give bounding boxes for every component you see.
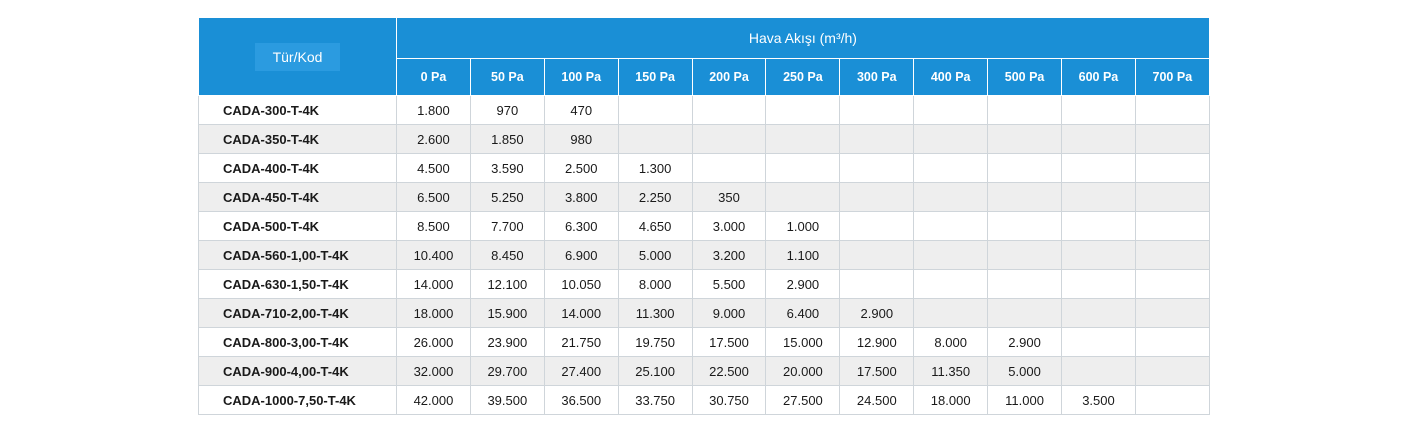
airflow-value-cell: 27.400	[544, 357, 618, 386]
pressure-header-cell: 700 Pa	[1135, 59, 1209, 96]
airflow-value-cell: 7.700	[470, 212, 544, 241]
pressure-header-cell: 200 Pa	[692, 59, 766, 96]
airflow-value-cell: 18.000	[397, 299, 471, 328]
airflow-value-cell	[840, 96, 914, 125]
model-code-cell: CADA-800-3,00-T-4K	[199, 328, 397, 357]
airflow-value-cell	[988, 96, 1062, 125]
table-row	[199, 154, 1210, 183]
airflow-value-cell	[1062, 357, 1136, 386]
airflow-value-cell: 39.500	[470, 386, 544, 415]
airflow-value-cell	[988, 183, 1062, 212]
model-code-cell: CADA-450-T-4K	[199, 183, 397, 212]
airflow-value-cell	[692, 154, 766, 183]
airflow-value-cell: 25.100	[618, 357, 692, 386]
airflow-value-cell: 15.000	[766, 328, 840, 357]
airflow-value-cell	[1062, 125, 1136, 154]
airflow-value-cell: 3.500	[1062, 386, 1136, 415]
airflow-value-cell: 2.600	[397, 125, 471, 154]
airflow-value-cell	[914, 270, 988, 299]
airflow-value-cell: 9.000	[692, 299, 766, 328]
airflow-value-cell: 980	[544, 125, 618, 154]
airflow-value-cell	[840, 183, 914, 212]
airflow-value-cell	[1135, 386, 1209, 415]
airflow-value-cell: 19.750	[618, 328, 692, 357]
airflow-value-cell: 33.750	[618, 386, 692, 415]
airflow-value-cell: 5.000	[988, 357, 1062, 386]
pressure-header-cell: 0 Pa	[397, 59, 471, 96]
airflow-value-cell	[1135, 183, 1209, 212]
airflow-value-cell	[1062, 241, 1136, 270]
model-code-cell: CADA-350-T-4K	[199, 125, 397, 154]
airflow-value-cell: 17.500	[840, 357, 914, 386]
airflow-value-cell: 15.900	[470, 299, 544, 328]
airflow-value-cell	[766, 183, 840, 212]
airflow-value-cell: 5.500	[692, 270, 766, 299]
airflow-value-cell: 32.000	[397, 357, 471, 386]
airflow-value-cell	[1135, 212, 1209, 241]
airflow-value-cell	[618, 125, 692, 154]
model-code-cell: CADA-1000-7,50-T-4K	[199, 386, 397, 415]
airflow-value-cell	[1135, 270, 1209, 299]
airflow-value-cell	[914, 96, 988, 125]
airflow-value-cell	[840, 212, 914, 241]
airflow-value-cell	[914, 154, 988, 183]
airflow-value-cell	[914, 299, 988, 328]
airflow-value-cell	[766, 125, 840, 154]
table-row	[199, 183, 1210, 212]
airflow-value-cell: 4.650	[618, 212, 692, 241]
airflow-value-cell: 12.900	[840, 328, 914, 357]
airflow-value-cell	[1062, 154, 1136, 183]
airflow-value-cell	[914, 183, 988, 212]
pressure-header-cell: 250 Pa	[766, 59, 840, 96]
airflow-value-cell: 2.900	[766, 270, 840, 299]
pressure-header-cell: 600 Pa	[1062, 59, 1136, 96]
header-row-group	[199, 18, 1210, 59]
airflow-group-header: Hava Akışı (m³/h)	[397, 18, 1210, 59]
model-code-cell: CADA-900-4,00-T-4K	[199, 357, 397, 386]
model-code-cell: CADA-560-1,00-T-4K	[199, 241, 397, 270]
pressure-header-cell: 400 Pa	[914, 59, 988, 96]
pressure-header-cell: 50 Pa	[470, 59, 544, 96]
airflow-value-cell	[1135, 241, 1209, 270]
table-row	[199, 96, 1210, 125]
airflow-value-cell: 1.850	[470, 125, 544, 154]
airflow-value-cell: 11.000	[988, 386, 1062, 415]
airflow-value-cell: 10.050	[544, 270, 618, 299]
airflow-value-cell	[1135, 328, 1209, 357]
airflow-value-cell	[1062, 299, 1136, 328]
model-code-cell: CADA-300-T-4K	[199, 96, 397, 125]
airflow-value-cell: 2.250	[618, 183, 692, 212]
airflow-value-cell	[988, 154, 1062, 183]
airflow-value-cell: 18.000	[914, 386, 988, 415]
corner-header-cell	[199, 18, 397, 96]
pressure-header-cell: 300 Pa	[840, 59, 914, 96]
model-code-cell: CADA-630-1,50-T-4K	[199, 270, 397, 299]
airflow-value-cell: 12.100	[470, 270, 544, 299]
airflow-value-cell	[840, 125, 914, 154]
corner-header-label: Tür/Kod	[255, 43, 341, 71]
airflow-value-cell: 8.000	[914, 328, 988, 357]
airflow-value-cell: 14.000	[544, 299, 618, 328]
airflow-value-cell: 8.500	[397, 212, 471, 241]
airflow-value-cell: 3.590	[470, 154, 544, 183]
table-row	[199, 125, 1210, 154]
airflow-value-cell: 42.000	[397, 386, 471, 415]
airflow-value-cell: 6.300	[544, 212, 618, 241]
airflow-value-cell	[1135, 154, 1209, 183]
airflow-value-cell	[1062, 96, 1136, 125]
airflow-value-cell: 970	[470, 96, 544, 125]
table-row	[199, 357, 1210, 386]
airflow-value-cell	[840, 154, 914, 183]
airflow-value-cell: 4.500	[397, 154, 471, 183]
model-code-cell: CADA-400-T-4K	[199, 154, 397, 183]
airflow-value-cell	[1135, 299, 1209, 328]
airflow-value-cell	[840, 270, 914, 299]
airflow-value-cell	[988, 270, 1062, 299]
airflow-value-cell	[692, 125, 766, 154]
airflow-value-cell	[988, 299, 1062, 328]
airflow-value-cell: 470	[544, 96, 618, 125]
airflow-value-cell	[1135, 125, 1209, 154]
airflow-value-cell: 36.500	[544, 386, 618, 415]
model-code-cell: CADA-710-2,00-T-4K	[199, 299, 397, 328]
airflow-value-cell	[1135, 357, 1209, 386]
pressure-header-cell: 150 Pa	[618, 59, 692, 96]
airflow-value-cell: 1.800	[397, 96, 471, 125]
airflow-value-cell: 11.350	[914, 357, 988, 386]
airflow-value-cell: 23.900	[470, 328, 544, 357]
airflow-value-cell: 8.000	[618, 270, 692, 299]
airflow-value-cell: 27.500	[766, 386, 840, 415]
airflow-value-cell: 5.000	[618, 241, 692, 270]
airflow-value-cell	[988, 212, 1062, 241]
model-code-cell: CADA-500-T-4K	[199, 212, 397, 241]
airflow-value-cell	[1062, 270, 1136, 299]
airflow-value-cell	[766, 154, 840, 183]
airflow-value-cell	[618, 96, 692, 125]
airflow-value-cell	[914, 212, 988, 241]
table-row	[199, 328, 1210, 357]
airflow-value-cell: 2.900	[988, 328, 1062, 357]
table-body	[199, 96, 1210, 415]
airflow-value-cell: 20.000	[766, 357, 840, 386]
airflow-value-cell	[914, 125, 988, 154]
airflow-value-cell: 14.000	[397, 270, 471, 299]
airflow-value-cell	[1062, 183, 1136, 212]
airflow-value-cell	[988, 241, 1062, 270]
airflow-value-cell: 1.000	[766, 212, 840, 241]
airflow-value-cell: 350	[692, 183, 766, 212]
table-row	[199, 386, 1210, 415]
airflow-value-cell: 29.700	[470, 357, 544, 386]
airflow-value-cell: 6.400	[766, 299, 840, 328]
airflow-value-cell	[988, 125, 1062, 154]
airflow-value-cell: 26.000	[397, 328, 471, 357]
pressure-header-cell: 500 Pa	[988, 59, 1062, 96]
airflow-value-cell: 3.000	[692, 212, 766, 241]
airflow-value-cell	[692, 96, 766, 125]
airflow-value-cell: 5.250	[470, 183, 544, 212]
airflow-value-cell: 22.500	[692, 357, 766, 386]
airflow-value-cell: 2.500	[544, 154, 618, 183]
table-row	[199, 212, 1210, 241]
airflow-value-cell: 1.100	[766, 241, 840, 270]
airflow-value-cell	[840, 241, 914, 270]
airflow-value-cell: 3.800	[544, 183, 618, 212]
airflow-table	[198, 17, 1210, 415]
airflow-value-cell	[1062, 328, 1136, 357]
airflow-value-cell: 10.400	[397, 241, 471, 270]
airflow-table-container	[198, 17, 1209, 415]
airflow-value-cell: 8.450	[470, 241, 544, 270]
airflow-value-cell: 1.300	[618, 154, 692, 183]
airflow-value-cell: 17.500	[692, 328, 766, 357]
pressure-header-cell: 100 Pa	[544, 59, 618, 96]
table-row	[199, 270, 1210, 299]
table-row	[199, 299, 1210, 328]
airflow-value-cell: 6.900	[544, 241, 618, 270]
table-header	[199, 18, 1210, 96]
airflow-value-cell: 30.750	[692, 386, 766, 415]
airflow-value-cell: 21.750	[544, 328, 618, 357]
airflow-value-cell: 3.200	[692, 241, 766, 270]
airflow-value-cell	[914, 241, 988, 270]
airflow-value-cell	[1135, 96, 1209, 125]
table-row	[199, 241, 1210, 270]
airflow-value-cell	[766, 96, 840, 125]
airflow-value-cell: 6.500	[397, 183, 471, 212]
airflow-value-cell: 11.300	[618, 299, 692, 328]
airflow-value-cell	[1062, 212, 1136, 241]
airflow-value-cell: 2.900	[840, 299, 914, 328]
airflow-value-cell: 24.500	[840, 386, 914, 415]
